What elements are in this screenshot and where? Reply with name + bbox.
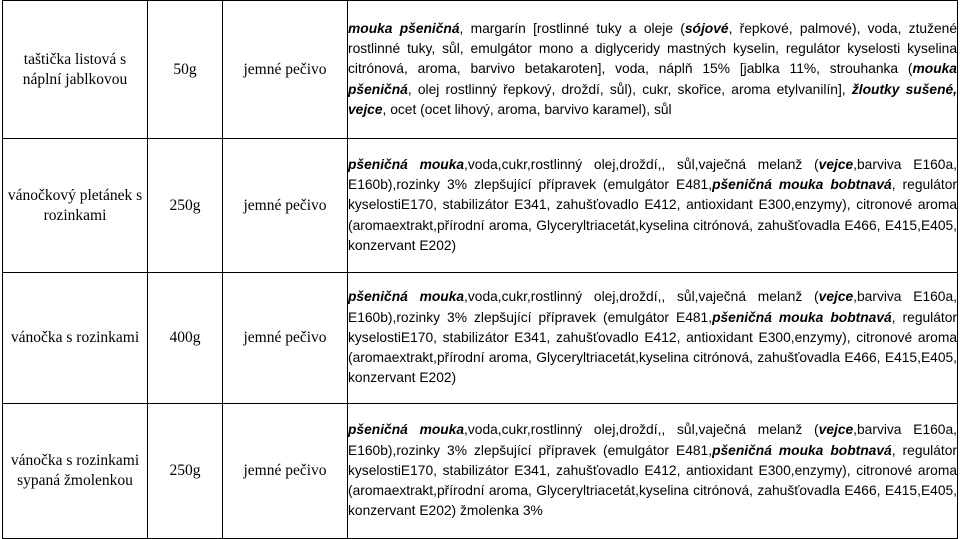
allergen-text: pšeničná mouka bobtnavá bbox=[712, 309, 892, 325]
product-category: jemné pečivo bbox=[223, 1, 348, 139]
allergen-text: mouka pšeničná bbox=[348, 20, 460, 36]
product-name: taštička listová s náplní jablkovou bbox=[3, 1, 148, 139]
allergen-text: žloutky sušené, vejce bbox=[348, 81, 958, 117]
ingredient-text: , regulátor kyselostiE170, stabilizátor E341, zahušťovadlo E412, antioxidant E300,enzymy), citronové aroma (aromaextrakt,přírodní aroma, Glyceryltriacetát,kyselina citrónová, zahušťovadla E466, E415,E405, konzervant E202) bbox=[348, 309, 958, 386]
table-row bbox=[3, 139, 958, 273]
ingredient-text: ,voda,cukr,rostlinný olej,droždí,, sůl,vaječná melanž ( bbox=[464, 289, 819, 305]
product-category: jemné pečivo bbox=[223, 273, 348, 404]
ingredient-text: , ocet (ocet lihový, aroma, barvivo karamel), sůl bbox=[382, 101, 672, 117]
product-weight: 250g bbox=[148, 404, 223, 539]
product-weight: 250g bbox=[148, 139, 223, 273]
ingredient-text: ,barviva E160a, E160b),rozinky 3% zlepšující přípravek (emulgátor E481, bbox=[348, 289, 957, 325]
table-row bbox=[3, 1, 958, 139]
ingredient-text: , margarín [rostlinné tuky a oleje ( bbox=[459, 20, 685, 36]
ingredient-text: ,barviva E160a, E160b),rozinky 3% zlepšující přípravek (emulgátor E481, bbox=[348, 156, 957, 193]
allergen-text: vejce bbox=[818, 289, 854, 305]
allergen-text: vejce bbox=[818, 422, 854, 438]
product-name: vánočkový pletánek s rozinkami bbox=[3, 139, 148, 273]
product-name: vánočka s rozinkami sypaná žmolenkou bbox=[3, 404, 148, 539]
ingredient-text: , řepkové, palmové), voda, ztužené rostlinné tuky, sůl, emulgátor mono a diglyceridy mastných kyselin, regulátor kyselosti kyselina citrónová, aroma, barvivo betakaroten], voda, náplň 15% [jablka 11%, strouhanka ( bbox=[348, 20, 957, 77]
table-row bbox=[3, 404, 958, 539]
ingredient-text: ,voda,cukr,rostlinný olej,droždí,, sůl,vaječná melanž ( bbox=[464, 422, 819, 438]
allergen-text: pšeničná mouka bbox=[348, 156, 465, 172]
allergen-text: mouka pšeničná bbox=[348, 61, 957, 97]
product-ingredients bbox=[348, 273, 958, 404]
table-row bbox=[3, 273, 958, 404]
allergen-text: pšeničná mouka bobtnavá bbox=[712, 442, 892, 458]
allergen-text: pšeničná mouka bbox=[348, 422, 465, 438]
ingredient-text: ,voda,cukr,rostlinný olej,droždí,, sůl,vaječná melanž ( bbox=[464, 156, 819, 172]
allergen-text: pšeničná mouka bobtnavá bbox=[712, 177, 892, 193]
product-table bbox=[2, 0, 958, 539]
product-ingredients bbox=[348, 139, 958, 273]
ingredient-text: , regulátor kyselostiE170, stabilizátor E341, zahušťovadlo E412, antioxidant E300,enzymy), citronové aroma (aromaextrakt,přírodní aroma, Glyceryltriacetát,kyselina citrónová, zahušťovadla E466, E415,E405, konzervant E202) bbox=[348, 177, 958, 253]
ingredient-text: , olej rostlinný řepkový, droždí, sůl), cukr, skořice, aroma etylvanilín], bbox=[407, 81, 852, 97]
ingredient-text: ,barviva E160a, E160b),rozinky 3% zlepšující přípravek (emulgátor E481, bbox=[348, 422, 957, 458]
product-ingredients bbox=[348, 404, 958, 539]
allergen-text: vejce bbox=[818, 156, 854, 172]
allergen-text: pšeničná mouka bbox=[348, 289, 465, 305]
product-name: vánočka s rozinkami bbox=[3, 273, 148, 404]
product-weight: 400g bbox=[148, 273, 223, 404]
product-ingredients bbox=[348, 1, 958, 139]
ingredient-text: , regulátor kyselostiE170, stabilizátor E341, zahušťovadlo E412, antioxidant E300,enzymy), citronové aroma (aromaextrakt,přírodní aroma, Glyceryltriacetát,kyselina citrónová, zahušťovadla E466, E415,E405, konzervant E202) žmolenka 3% bbox=[348, 442, 958, 519]
product-category: jemné pečivo bbox=[223, 404, 348, 539]
allergen-text: sójové bbox=[684, 20, 729, 36]
product-weight: 50g bbox=[148, 1, 223, 139]
product-category: jemné pečivo bbox=[223, 139, 348, 273]
